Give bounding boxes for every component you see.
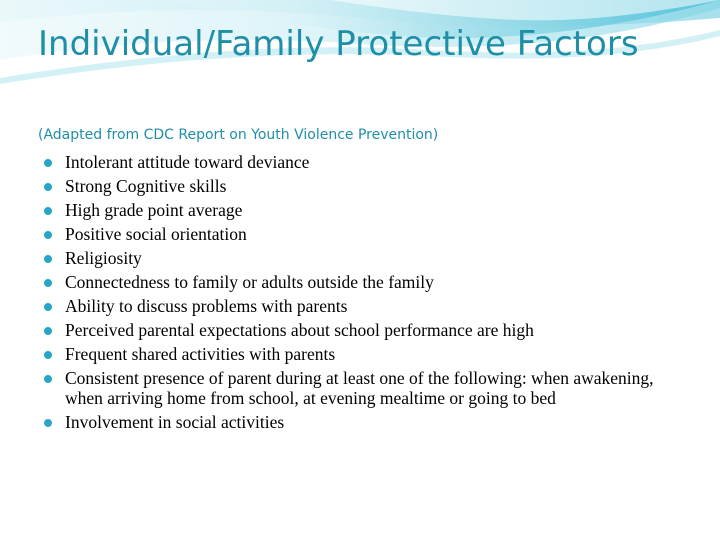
bullet-text: Frequent shared activities with parents bbox=[65, 344, 336, 364]
bullet-text: Intolerant attitude toward deviance bbox=[65, 152, 310, 172]
bullet-text: Perceived parental expectations about school performance are high bbox=[65, 320, 534, 340]
list-item bbox=[42, 152, 662, 172]
bullet-dot-icon bbox=[44, 159, 52, 167]
bullet-text: Positive social orientation bbox=[65, 224, 247, 244]
bullet-text: Involvement in social activities bbox=[65, 412, 285, 432]
list-item bbox=[42, 296, 662, 316]
list-item bbox=[42, 368, 662, 408]
bullet-dot-icon bbox=[44, 255, 52, 263]
list-item bbox=[42, 412, 662, 432]
slide-title: Individual/Family Protective Factors bbox=[38, 24, 639, 64]
list-item bbox=[42, 272, 662, 292]
slide-subtitle: (Adapted from CDC Report on Youth Violence Prevention) bbox=[38, 127, 439, 143]
bullet-dot-icon bbox=[44, 375, 52, 383]
bullet-dot-icon bbox=[44, 351, 52, 359]
bullet-text: Connectedness to family or adults outside the family bbox=[65, 272, 434, 292]
bullet-dot-icon bbox=[44, 327, 52, 335]
list-item bbox=[42, 224, 662, 244]
bullet-text: High grade point average bbox=[65, 200, 243, 220]
list-item bbox=[42, 200, 662, 220]
bullet-dot-icon bbox=[44, 183, 52, 191]
bullet-dot-icon bbox=[44, 279, 52, 287]
list-item bbox=[42, 320, 662, 340]
bullet-text: Consistent presence of parent during at least one of the following: when awakening, when arriving home from school, at evening mealtime or going to bed bbox=[65, 368, 654, 408]
list-item bbox=[42, 176, 662, 196]
list-item bbox=[42, 344, 662, 364]
bullet-text: Ability to discuss problems with parents bbox=[65, 296, 348, 316]
bullet-dot-icon bbox=[44, 207, 52, 215]
bullet-dot-icon bbox=[44, 231, 52, 239]
bullet-text: Religiosity bbox=[65, 248, 142, 268]
bullet-list bbox=[42, 152, 662, 436]
list-item bbox=[42, 248, 662, 268]
bullet-dot-icon bbox=[44, 419, 52, 427]
bullet-text: Strong Cognitive skills bbox=[65, 176, 227, 196]
bullet-dot-icon bbox=[44, 303, 52, 311]
